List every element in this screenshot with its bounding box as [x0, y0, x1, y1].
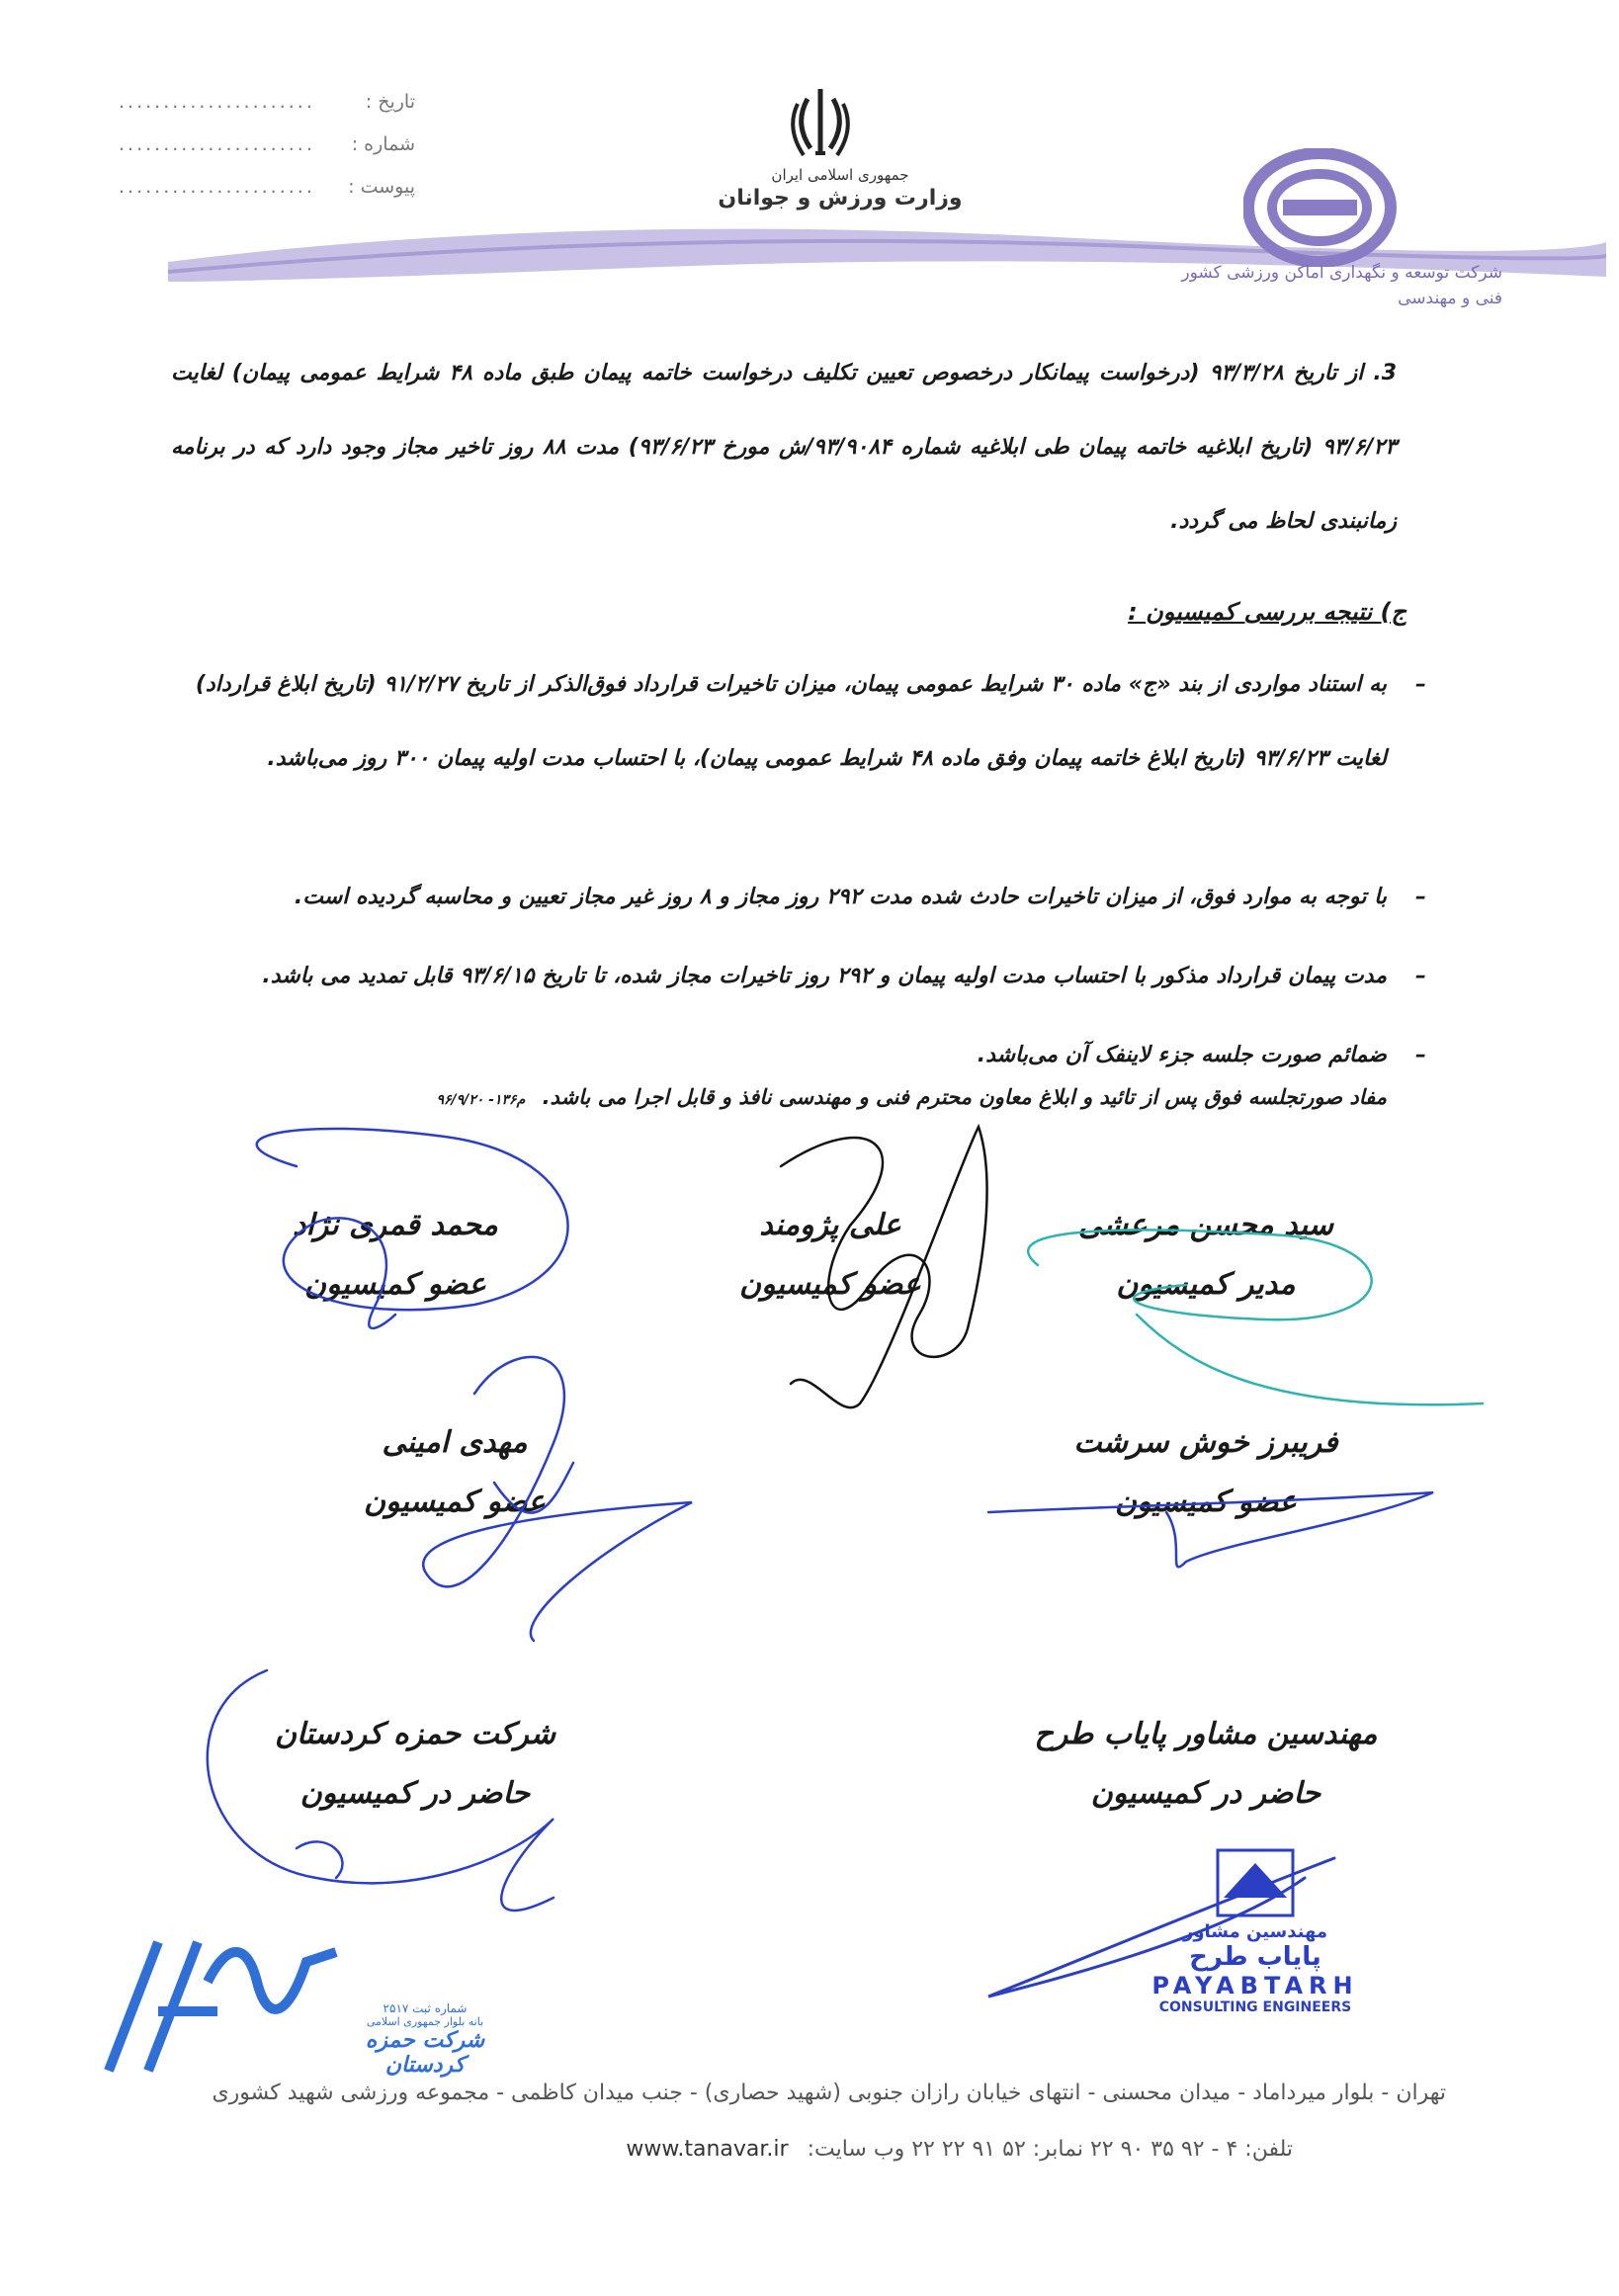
bullet-dash: –	[1415, 964, 1426, 988]
payabtarh-fa2: پایاب طرح	[1189, 1942, 1321, 1972]
hamzeh-stamp-text	[326, 2001, 524, 2078]
meta-number	[119, 133, 415, 155]
company-block	[1087, 263, 1502, 308]
company-line1: شرکت توسعه و نگهداری اماکن ورزشی کشور	[1181, 263, 1502, 283]
footer-website[interactable]: www.tanavar.ir	[626, 2137, 789, 2162]
footer-address: تهران - بلوار میرداماد - میدان محسنی - انتهای خیابان رازان جنوبی (شهید حصاری) - جنب میدان کاظمی - مجموعه ورزشی شهید کشوری	[212, 2081, 1446, 2105]
signatory-name: علی پژومند	[759, 1208, 901, 1242]
payabtarh-stamp	[1117, 1848, 1394, 2015]
bullet-item	[191, 939, 1426, 1013]
meta-date-dots: ......................	[119, 91, 315, 113]
bullet-dash: –	[1415, 885, 1426, 909]
signatory-role: حاضر در کمیسیون	[1090, 1776, 1321, 1811]
payabtarh-en2: CONSULTING ENGINEERS	[1158, 1999, 1352, 2015]
meta-attachment	[119, 176, 415, 198]
footer-phones: تلفن: ۴ - ۹۲ ۳۵ ۹۰ ۲۲ نمابر: ۵۲ ۹۱ ۲۲ ۲۲ وب سایت:	[807, 2137, 1293, 2162]
company-logo-icon	[1243, 148, 1397, 267]
payabtarh-fa1: مهندسین مشاور	[1182, 1921, 1328, 1942]
bullet-text: با توجه به موارد فوق، از میزان تاخیرات حادث شده مدت ۲۹۲ روز مجاز و ۸ روز غیر مجاز تعیین و محاسبه گردیده است.	[294, 885, 1387, 909]
bullet-text: مدت پیمان قرارداد مذکور با احتساب مدت اولیه پیمان و ۲۹۲ روز تاخیرات مجاز شده، تا تاریخ ۹۳/۶/۱۵ قابل تمدید می باشد.	[262, 964, 1387, 988]
signatory-ghamari	[247, 1196, 544, 1315]
signatory-name: سید محسن مرعشی	[1077, 1208, 1334, 1242]
hamzeh-reg: شماره ثبت ۲۵۱۷	[383, 2001, 468, 2015]
signatory-role: مدیر کمیسیون	[1116, 1267, 1296, 1302]
closing-text: مفاد صورتجلسه فوق پس از تائید و ابلاغ معاون محترم فنی و مهندسی نافذ و قابل اجرا می باشد.	[542, 1085, 1387, 1109]
signatory-pazhoumand	[702, 1196, 959, 1315]
meta-number-label: شماره :	[351, 133, 415, 155]
hamzeh-addr: بانه بلوار جمهوری اسلامی	[366, 2015, 484, 2028]
bullet-dash: –	[1415, 672, 1426, 697]
meta-date	[119, 91, 415, 113]
signatory-role: عضو کمیسیون	[739, 1267, 921, 1302]
bullet-item	[191, 860, 1426, 934]
signatory-name: شرکت حمزه کردستان	[274, 1717, 556, 1751]
signatory-marashi	[1048, 1196, 1364, 1315]
hamzeh-logo-icon	[89, 1922, 346, 2081]
signatory-name: فریبرز خوش سرشت	[1073, 1425, 1338, 1460]
closing-note: م۱۳۶- ۹۶/۹/۲۰	[436, 1092, 526, 1108]
payabtarh-logo-icon	[1216, 1848, 1295, 1917]
signatory-khoshseresht	[1038, 1413, 1374, 1532]
ministry-block	[692, 166, 988, 211]
bullet-text: به استناد مواردی از بند «ج» ماده ۳۰ شرایط عمومی پیمان، میزان تاخیرات قرارداد فوق‌الذکر از تاریخ ۹۱/۲/۲۷ (تاریخ ابلاغ قرارداد) لغایت ۹۳/۶/۲۳ (تاریخ ابلاغ خاتمه پیمان وفق ماده ۴۸ شرایط عمومی پیمان)، با احتساب مدت اولیه پیمان ۳۰۰ روز می‌باشد.	[195, 672, 1387, 771]
bullet-dash: –	[1415, 1043, 1426, 1067]
ministry-line1: جمهوری اسلامی ایران	[771, 166, 909, 184]
iran-emblem-icon	[786, 84, 855, 163]
signatory-hamzeh	[257, 1705, 573, 1824]
payabtarh-en1: PAYABTARH	[1151, 1972, 1359, 1999]
meta-date-label: تاریخ :	[365, 91, 415, 113]
meta-number-dots: ......................	[119, 133, 315, 155]
signatory-payabtarh	[1018, 1705, 1394, 1824]
signatory-name: مهندسین مشاور پایاب طرح	[1034, 1717, 1378, 1751]
footer-contact	[626, 2137, 1293, 2162]
signatory-amini	[326, 1413, 583, 1532]
signatory-name: محمد قمری نژاد	[293, 1208, 498, 1242]
signatory-role: حاضر در کمیسیون	[299, 1776, 531, 1811]
commission-result-heading: ج) نتیجه بررسی کمیسیون :	[1128, 598, 1406, 626]
hamzeh-name: شرکت حمزه کردستان	[365, 2028, 485, 2078]
signatory-role: عضو کمیسیون	[304, 1267, 486, 1302]
signatory-role: عضو کمیسیون	[1115, 1485, 1297, 1519]
bullet-item	[191, 647, 1426, 796]
company-line2: فنی و مهندسی	[1398, 289, 1502, 308]
bullet-item	[191, 1018, 1426, 1092]
bullet-text: ضمائم صورت جلسه جزء لاینفک آن می‌باشد.	[977, 1043, 1387, 1067]
ministry-line2: وزارت ورزش و جوانان	[718, 186, 963, 211]
meta-attachment-label: پیوست :	[348, 176, 415, 198]
item-3-paragraph: 3. از تاریخ ۹۳/۳/۲۸ (درخواست پیمانکار درخصوص تعیین تکلیف درخواست خاتمه پیمان طبق ماده ۴۸ شرایط عمومی پیمان) لغایت ۹۳/۶/۲۳ (تاریخ ابلاغیه خاتمه پیمان طی ابلاغیه شماره ۹۳/۹۰۸۴/ش مورخ ۹۳/۶/۲۳) مدت ۸۸ روز تاخیر مجاز وجود دارد که در برنامه زمانبندی لحاظ می گردد.	[171, 361, 1398, 534]
meta-attachment-dots: ......................	[119, 176, 315, 198]
signatory-name: مهدی امینی	[382, 1425, 528, 1460]
signatory-role: عضو کمیسیون	[364, 1485, 546, 1519]
closing-line	[437, 1085, 1388, 1109]
